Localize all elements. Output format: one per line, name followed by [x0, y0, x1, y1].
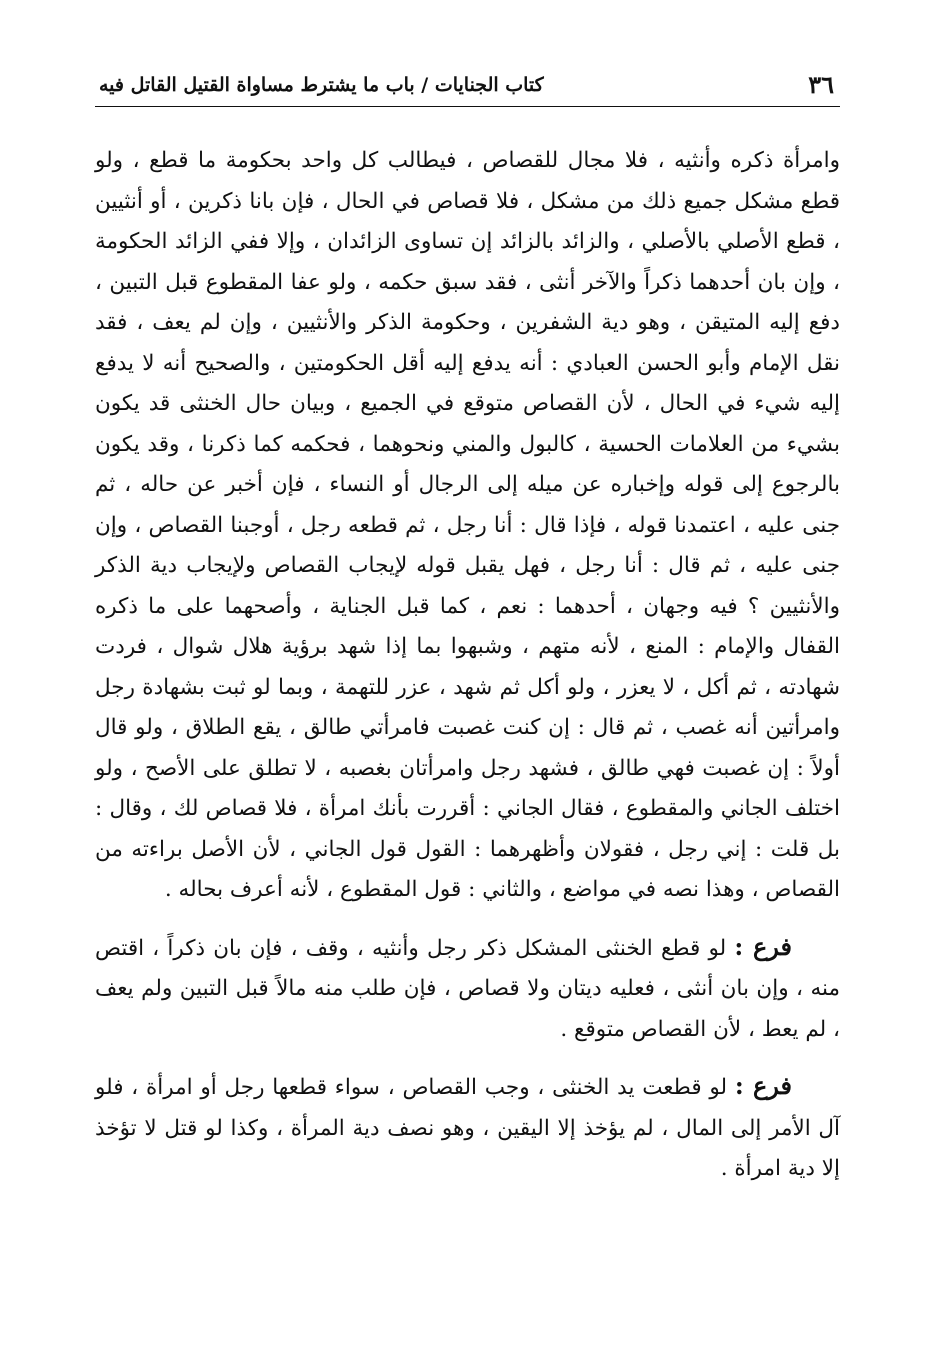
paragraph-far-1 [95, 927, 840, 1051]
page-header [95, 66, 840, 107]
running-title: كتاب الجنايات / باب ما يشترط مساواة القتيل القاتل فيه [99, 74, 544, 96]
far-label: فرع : [734, 1071, 793, 1100]
book-page [95, 66, 840, 1190]
paragraph-far-2 [95, 1066, 840, 1190]
paragraph-text: وامرأة ذكره وأنثيه ، فلا مجال للقصاص ، فيطالب كل واحد بحكومة ما قطع ، ولو قطع مشكل جميع ذلك من مشكل ، فلا قصاص في الحال ، فإن بانا ذكرين ، أو أنثيين ، قطع الأصلي بالأصلي ، والزائد بالزائد إن تساوى الزائدان ، وإلا ففي الزائد الحكومة ، وإن بان أحدهما ذكراً والآخر أنثى ، فقد سبق حكمه ، ولو عفا المقطوع قبل التبين ، دفع إليه المتيقن ، وهو دية الشفرين ، وحكومة الذكر والأنثيين ، وإن لم يعف ، فقد نقل الإمام وأبو الحسن العبادي : أنه يدفع إليه أقل الحكومتين ، والصحيح أنه لا يدفع إليه شيء في الحال ، لأن القصاص متوقع في الجميع ، وبيان حال الخنثى قد يكون بشيء من العلامات الحسية ، كالبول والمني ونحوهما ، فحكمه كما ذكرنا ، وقد يكون بالرجوع إلى قوله وإخباره عن ميله إلى الرجال أو النساء ، فإن أخبر عن حاله ، ثم جنى عليه ، اعتمدنا قوله ، فإذا قال : أنا رجل ، ثم قطعه رجل ، أوجبنا القصاص ، وإن جنى عليه ، ثم قال : أنا رجل ، فهل يقبل قوله لإيجاب القصاص ولإيجاب دية الذكر والأنثيين ؟ فيه وجهان ، أحدهما : نعم ، كما قبل الجناية ، وأصحهما على ما ذكره القفال والإمام : المنع ، لأنه متهم ، وشبهوا بما إذا شهد برؤية هلال شوال ، فردت شهادته ، ثم أكل ، لا يعزر ، ولو أكل ثم شهد ، عزر للتهمة ، وبما لو ثبت بشهادة رجل وامرأتين أنه غصب ، ثم قال : إن كنت غصبت فامرأتي طالق ، يقع الطلاق ، ولو قال أولاً : إن غصبت فهي طالق ، فشهد رجل وامرأتان بغصبه ، لا تطلق على الأصح ، ولو اختلف الجاني والمقطوع ، فقال الجاني : أقررت بأنك امرأة ، فلا قصاص لك ، وقال : بل قلت : إني رجل ، فقولان وأظهرهما : القول قول الجاني ، لأن الأصل براءته من القصاص ، وهذا نصه في مواضع ، والثاني : قول المقطوع ، لأنه أعرف بحاله . [95, 148, 840, 902]
paragraph-main [95, 141, 840, 911]
page-body [95, 141, 840, 1190]
paragraph-text: لو قطعت يد الخنثى ، وجب القصاص ، سواء قطعها رجل أو امرأة ، فلو آل الأمر إلى المال ، لم يؤخذ إلا اليقين ، وهو نصف دية المرأة ، وكذا لو قتل لا تؤخذ إلا دية امرأة . [95, 1075, 841, 1181]
paragraph-text: لو قطع الخنثى المشكل ذكر رجل وأنثيه ، وقف ، فإن بان ذكراً ، اقتص منه ، وإن بان أنثى ، فعليه ديتان ولا قصاص ، فإن طلب منه مالاً قبل التبين ولم يعف ، لم يعط ، لأن القصاص متوقع . [95, 935, 840, 1042]
page-number: ٣٦ [808, 70, 834, 99]
far-label: فرع : [734, 931, 792, 961]
